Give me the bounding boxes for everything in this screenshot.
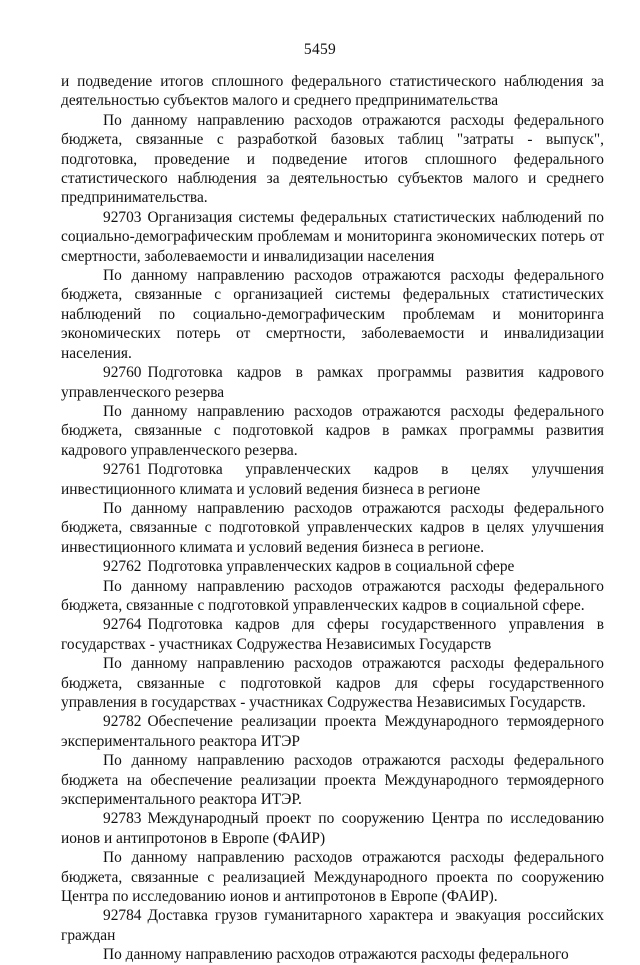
paragraph-description: По данному направлению расходов отражаются расходы федерального бюджета, связанные с подготовкой кадров для сферы государственного управления в государствах - участниках Содружества Независимых Государств. [61,655,604,711]
paragraph-expense-heading [61,557,604,576]
paragraph-continuation: и подведение итогов сплошного федерального статистического наблюдения за деятельностью субъектов малого и среднего предпринимательства [61,73,604,110]
page-number: 5459 [303,41,337,58]
expense-code: 92760 [103,364,142,382]
document-body [61,72,604,965]
expense-code: 92782 [103,713,142,731]
paragraph-description: По данному направлению расходов отражаются расходы федерального бюджета, связанные с реализацией Международного проекта по сооружению Центра по исследованию ионов и антипротонов в Европе (ФАИР). [61,849,604,906]
expense-title: Подготовка кадров в рамках программы развития кадрового управленческого резерва [61,364,604,401]
paragraph-description: По данному направлению расходов отражаются расходы федерального бюджета, связанные с подготовкой кадров в рамках программы развития кадрового управленческого резерва. [61,402,604,459]
expense-title: Подготовка управленческих кадров в социальной сфере [147,558,515,576]
paragraph-expense-heading [61,208,604,266]
expense-code: 92764 [103,616,142,634]
paragraph-expense-heading [61,615,604,654]
paragraph-expense-heading [61,363,604,402]
paragraph-expense-heading [61,460,604,499]
expense-code: 92784 [103,907,142,925]
expense-title: Подготовка управленческих кадров в целях улучшения инвестиционного климата и условий ведения бизнеса в регионе [61,461,604,498]
paragraph-description: По данному направлению расходов отражаются расходы федерального бюджета, связанные с разработкой базовых таблиц "затраты - выпуск", подготовка, проведение и подведение итогов сплошного федерального статистического наблюдения за деятельностью субъектов малого и среднего предпринимательства. [61,111,604,207]
expense-title: Обеспечение реализации проекта Международного термоядерного экспериментального реактора ИТЭР [61,713,604,750]
expense-title: Международный проект по сооружению Центра по исследованию ионов и антипротонов в Европе (ФАИР) [61,810,604,847]
paragraph-expense-heading [61,906,604,945]
expense-code: 92762 [103,558,142,576]
expense-title: Подготовка кадров для сферы государственного управления в государствах - участниках Содружества Независимых Государств [61,616,604,653]
expense-title: Доставка грузов гуманитарного характера и эвакуация российских граждан [61,907,604,944]
paragraph-description: По данному направлению расходов отражаются расходы федерального бюджета, связанные с подготовкой управленческих кадров в целях улучшения инвестиционного климата и условий ведения бизнеса в регионе. [61,499,604,556]
paragraph-description: По данному направлению расходов отражаются расходы федерального бюджета на обеспечение реализации проекта Международного термоядерного экспериментального реактора ИТЭР. [61,752,604,809]
paragraph-description: По данному направлению расходов отражаются расходы федерального бюджета, связанные с организацией системы федеральных статистических наблюдений по социально-демографическим проблемам и мониторинга экономических потерь от смертности, заболеваемости и инвалидизации населения. [61,267,604,362]
paragraph-description: По данному направлению расходов отражаются расходы федерального [103,946,569,964]
expense-code: 92761 [103,461,142,479]
paragraph-description: По данному направлению расходов отражаются расходы федерального бюджета, связанные с подготовкой управленческих кадров в социальной сфере. [61,577,604,614]
expense-code: 92783 [103,810,142,828]
paragraph-expense-heading [61,712,604,751]
expense-title: Организация системы федеральных статистических наблюдений по социально-демографическим проблемам и мониторинга экономических потерь от смертности, заболеваемости и инвалидизации населения [61,208,604,265]
paragraph-expense-heading [61,809,604,848]
expense-code: 92703 [103,208,142,226]
